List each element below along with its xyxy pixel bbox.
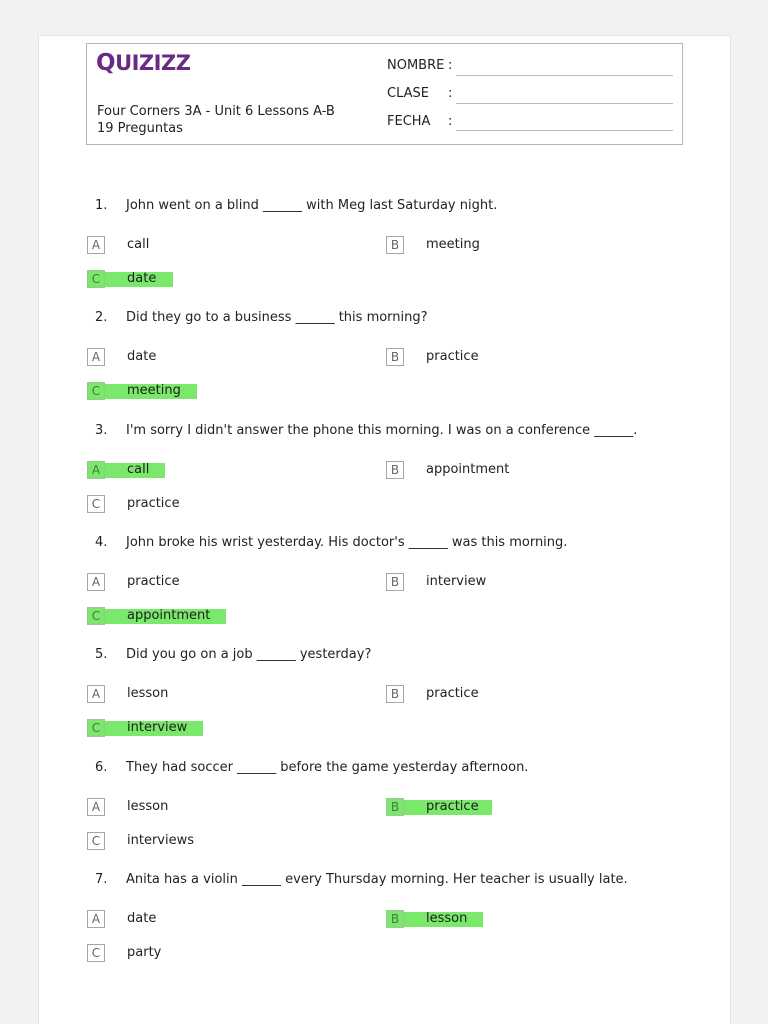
option-letter-box: C (87, 719, 105, 737)
option-text: lesson (127, 799, 169, 814)
answer-option-c[interactable] (87, 270, 347, 290)
answer-option-a[interactable] (87, 685, 347, 705)
question-number: 1. (95, 198, 108, 213)
answer-option-c[interactable] (87, 719, 347, 739)
answer-option-a[interactable] (87, 798, 347, 818)
option-letter-box: B (386, 798, 404, 816)
name-label: NOMBRE (387, 58, 445, 73)
option-text: date (127, 349, 157, 364)
answer-option-a[interactable] (87, 236, 347, 256)
option-letter-box: A (87, 461, 105, 479)
question-text: I'm sorry I didn't answer the phone this morning. I was on a conference ______. (126, 423, 638, 438)
option-letter-box: A (87, 348, 105, 366)
question-count: 19 Preguntas (97, 121, 183, 136)
option-text: interviews (127, 833, 194, 848)
question-number: 7. (95, 872, 108, 887)
question-text: Did you go on a job ______ yesterday? (126, 647, 372, 662)
option-letter-box: B (386, 461, 404, 479)
option-text: practice (127, 574, 180, 589)
option-letter-box: A (87, 685, 105, 703)
option-text: meeting (426, 237, 480, 252)
option-letter-box: C (87, 832, 105, 850)
option-text: call (127, 462, 150, 477)
option-text: interview (426, 574, 487, 589)
answer-option-b[interactable] (386, 573, 646, 593)
quiz-title: Four Corners 3A - Unit 6 Lessons A-B (97, 104, 335, 119)
option-text: appointment (127, 608, 211, 623)
option-letter-box: A (87, 236, 105, 254)
option-letter-box: A (87, 573, 105, 591)
date-colon: : (448, 114, 453, 129)
answer-option-c[interactable] (87, 495, 347, 515)
option-text: meeting (127, 383, 181, 398)
answer-option-c[interactable] (87, 607, 347, 627)
option-text: interview (127, 720, 188, 735)
option-text: lesson (426, 911, 468, 926)
question-number: 2. (95, 310, 108, 325)
option-letter-box: A (87, 798, 105, 816)
answer-option-b[interactable] (386, 461, 646, 481)
option-letter-box: B (386, 348, 404, 366)
option-letter-box: A (87, 910, 105, 928)
option-text: practice (127, 496, 180, 511)
answer-option-a[interactable] (87, 910, 347, 930)
question-text: Did they go to a business ______ this morning? (126, 310, 428, 325)
question-text: They had soccer ______ before the game yesterday afternoon. (126, 760, 529, 775)
option-text: appointment (426, 462, 510, 477)
answer-option-b[interactable] (386, 685, 646, 705)
answer-option-c[interactable] (87, 382, 347, 402)
quizizz-logo: QUIZIZZ (96, 50, 191, 76)
answer-option-a[interactable] (87, 461, 347, 481)
option-letter-box: B (386, 685, 404, 703)
option-letter-box: B (386, 573, 404, 591)
question-text: Anita has a violin ______ every Thursday morning. Her teacher is usually late. (126, 872, 628, 887)
option-text: practice (426, 799, 479, 814)
option-text: practice (426, 349, 479, 364)
name-field[interactable] (456, 75, 673, 76)
class-label: CLASE (387, 86, 429, 101)
option-text: call (127, 237, 150, 252)
option-text: lesson (127, 686, 169, 701)
question-number: 3. (95, 423, 108, 438)
option-letter-box: C (87, 382, 105, 400)
class-colon: : (448, 86, 453, 101)
date-label: FECHA (387, 114, 431, 129)
option-letter-box: C (87, 270, 105, 288)
option-text: date (127, 271, 157, 286)
option-letter-box: B (386, 910, 404, 928)
answer-option-a[interactable] (87, 573, 347, 593)
question-text: John broke his wrist yesterday. His doctor's ______ was this morning. (126, 535, 568, 550)
option-letter-box: B (386, 236, 404, 254)
option-letter-box: C (87, 944, 105, 962)
answer-option-b[interactable] (386, 236, 646, 256)
answer-option-c[interactable] (87, 944, 347, 964)
option-text: date (127, 911, 157, 926)
question-number: 6. (95, 760, 108, 775)
class-field[interactable] (456, 103, 673, 104)
option-letter-box: C (87, 607, 105, 625)
question-text: John went on a blind ______ with Meg last Saturday night. (126, 198, 498, 213)
option-text: practice (426, 686, 479, 701)
question-number: 5. (95, 647, 108, 662)
answer-option-c[interactable] (87, 832, 347, 852)
name-colon: : (448, 58, 453, 73)
option-letter-box: C (87, 495, 105, 513)
answer-option-b[interactable] (386, 348, 646, 368)
answer-option-a[interactable] (87, 348, 347, 368)
answer-option-b[interactable] (386, 910, 646, 930)
option-text: party (127, 945, 162, 960)
date-field[interactable] (456, 130, 673, 131)
question-number: 4. (95, 535, 108, 550)
answer-option-b[interactable] (386, 798, 646, 818)
